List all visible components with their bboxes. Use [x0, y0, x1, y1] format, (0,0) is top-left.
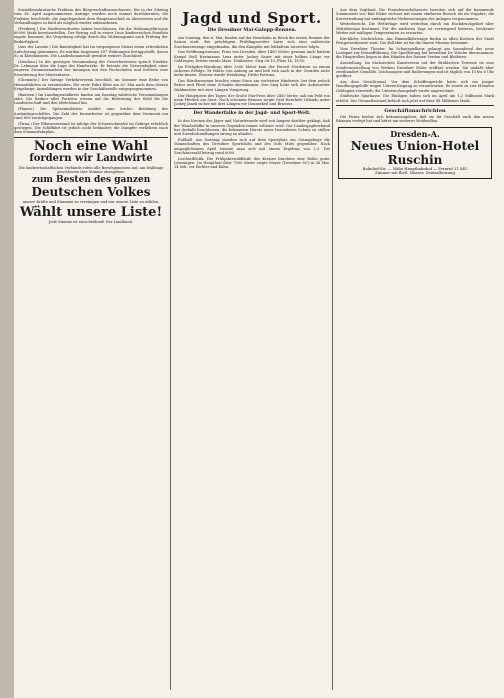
ad-text: Jede Stimme ist entscheidend! Der Landbund. [48, 220, 134, 225]
section-subtitle: Der Wanderfalke in der Jagd- und Sport-Welt. [193, 111, 311, 117]
ad-headline: Noch eine Wahl [33, 138, 149, 154]
notice-text: Die Firma beehrt sich bekanntzugeben, daß sie ihr Geschäft nach den neuen Räumen verlegt hat und bittet um weiteres Wohlwollen. [336, 114, 494, 124]
ad-subtitle: Bahnhof-Str. — Nähe Hauptbahnhof — Fernruf 21 841 [362, 165, 468, 171]
article-paragraph: In den Kreisen der Jäger und Naturfreunde wird seit langem darüber geklagt, daß der Wanderfalke in unseren Gegenden immer seltener wird. Der Landesjagdverband hat deshalb beschlossen, die bekannten Horste unter besonderen Schutz zu stellen und Zuwiderhandlungen streng zu ahnden. [174, 119, 330, 137]
article-paragraph: (Freiberg.) Die Stadtverordneten haben beschlossen, für die Wohnungsfürsorge 60000 Mark bereitzustellen. Der Betrag soll in erster Linie kinderreichen Familien zugute kommen; die Vergebung erfolgt durch das Wohnungsamt nach Prüfung der Bedürftigkeit. [14, 26, 168, 44]
article-paragraph: Kirchliche Nachrichten. Am Himmelfahrtstage finden in allen Kirchen der Stadt Festgottesdienste statt. Die Kollekte ist für die Innere Mission bestimmt. [336, 36, 494, 46]
divider [174, 108, 330, 109]
article-paragraph: Im Frühjahrs-Handicap über 2000 Meter kam der Favorit Nordstern zu einem sicheren Erfolge. Er führte von Anfang an und ließ sich auch in der Geraden nicht mehr fassen. Zweiter wurde Herzkönig, Dritte Fortuna. [174, 64, 330, 78]
column-middle [174, 8, 330, 690]
article-paragraph: Wetterbericht. Die Wetterlage wird weiterhin durch ein Hochdruckgebiet über Mitteleuropa bestimmt. Für die nächsten Tage ist vorwiegend heiteres, trockenes Wetter mit mäßigen Temperaturen zu erwarten. [336, 22, 494, 35]
article-paragraph: Aus dem Gerichtssaal. Vor dem Schöffengericht hatte sich ein junger Handlungsgehilfe wegen Unterschlagung zu verantworten. Er wurde zu vier Monaten Gefängnis verurteilt; die Untersuchungshaft wurde angerechnet. [336, 79, 494, 93]
article-paragraph: Ausstellung. Im Sächsischen Kunstverein auf der Brühlschen Terrasse ist eine Sonderausstellung von Werken Dresdner Maler eröffnet worden. Sie umfaßt über zweihundert Gemälde, Zeichnungen und Radierungen und ist täglich von 10 bis 6 Uhr geöffnet. [336, 61, 494, 79]
article-paragraph: Leichtathletik. Die Frühjahrswaldläufe des Kreises brachten eine Reihe guter Leistungen. Im Hauptlauf über 7500 Meter siegte Meyer (Dresdner SC) in 26 Min. 14 Sek. vor Richter und Kühn. [174, 156, 330, 170]
ad-headline: Deutschen Volkes [31, 185, 151, 200]
hotel-advertisement [338, 127, 492, 179]
article-paragraph: (Chemnitz.) Der hiesige Verkehrsverein beschloß, im Sommer eine Reihe von Heimatfahrten zu veranstalten. Die erste Fahrt führt am 20. Mai nach dem oberen Erzgebirge; Anmeldungen werden in der Geschäftsstelle entgegengenommen. [14, 78, 168, 92]
column-rule [170, 8, 171, 690]
column-rule [332, 8, 333, 690]
ad-text: unsere Kräfte und Stimmen zu vereinigen und nur unsere Liste zu wählen. [22, 199, 160, 204]
divider [14, 137, 168, 138]
column-left [14, 8, 168, 690]
article-paragraph: (Zwickau.) In der gestrigen Versammlung des Gewerbevereins sprach Direktor Dr. Lehmann über die Lage des Handwerks. Er betonte die Notwendigkeit einer engeren Zusammenarbeit der Innungen mit den Fachschulen und forderte eine Erweiterung der Meisterkurse. [14, 59, 168, 77]
divider [336, 105, 494, 106]
article-paragraph: Aus dem Vogtland. Die Fremdenverkehrsorte bereiten sich auf die kommende Sommerzeit vor. Bad Elster rechnet mit einem stärkeren Besuch als im Vorjahre; die Kurverwaltung hat umfangreiche Verbesserungen der Anlagen vorgenommen. [336, 8, 494, 21]
article-paragraph: Sozialdemokratische Fraktion des Bürgerschaftsausschusses. Die in der Sitzung vom 28. April angenommenen Anträge wurden noch einmal durchberaten; die Fraktion beschließt, die Angelegenheit dem Hauptausschuß zu überweisen und die Verhandlungen so bald als möglich wieder aufzunehmen. [14, 8, 168, 25]
article-paragraph: (Pirna.) Der Elbwasserstand ist infolge der Schneeschmelze im Gebirge erheblich gestiegen. Die Schiffahrt ist jedoch nicht behindert; die Dampfer verkehren nach dem Sommerfahrplan. [14, 121, 168, 135]
article-paragraph: Vom Dresdner Theater. Im Schauspielhaus gelangt am Sonnabend das neue Lustspiel zur Erstaufführung. Die Spielleitung hat Intendant Dr. Wiecke übernommen; die Hauptrollen liegen in den Händen der Damen Verden und Bleibtreu. [336, 46, 494, 60]
ad-headline: fordern wir Landwirte [29, 153, 153, 165]
ad-headline: Wählt unsere Liste! [19, 204, 163, 220]
notice-title: Geschäftsnachrichten [384, 107, 446, 114]
column-right [336, 8, 494, 690]
article-paragraph: Am Sonntag, den 6. Mai, fanden auf der Rennbahn in Reick die ersten Rennen der Saison statt. Bei prächtigem Frühlingswetter hatte sich eine zahlreiche Zuschauermenge eingefunden, die den Kämpfen mit lebhaftem Interesse folgte. [174, 36, 330, 49]
article-paragraph: Städtische Sparkasse. Die Einlagen haben sich im April um 1,2 Millionen Mark erhöht. Der Gesamtbestand beläuft sich jetzt auf über 48 Millionen Mark. [336, 94, 494, 103]
article-paragraph: Das Eröffnungsrennen, Preis von Dresden, über 1400 Meter, gewann nach hartem Kampf Stall Hartmanns Lenz unter Jockey Sauer mit einer halben Länge vor Goldregen; Dritter wurde Mars. Totalisator: Sieg 38:10, Platz 14, 18:10. [174, 50, 330, 63]
article-paragraph: Der Hauptpreis des Tages, der Große Mai-Preis über 2400 Meter, sah ein Feld von neun Pferden am Start. Nach schönem Rennen siegte Graf Henckels Orlando unter Jockey Janek sicher mit drei Längen vor Donnerkeil und Bravour. [174, 93, 330, 107]
section-subtitle: Die Dresdner Mai-Galopp-Rennen. [207, 28, 297, 33]
article-paragraph: (Plauen.) Die Spitzenindustrie meldet eine leichte Belebung des Auslandsgeschäftes. Die Zahl der Kurzarbeiter ist gegenüber dem Vormonat um rund 800 zurückgegangen. [14, 107, 168, 120]
newspaper-page [14, 8, 494, 690]
page-spine [0, 0, 14, 698]
article-paragraph: (Aus der Lausitz.) Die Bautätigkeit hat im vergangenen Monat einen erfreulichen Aufschwung genommen. Es wurden insgesamt 147 Wohnungen fertiggestellt, davon 62 in Kleinhäusern. Die Landesbauanstalt gewährt weitere Zuschüsse. [14, 45, 168, 58]
ad-footer: Zimmer mit fließ. Wasser, Zentralheizung [375, 170, 455, 176]
ad-title: Neues Union-Hotel Ruschin [350, 138, 480, 167]
ad-headline: zum Besten des ganzen [31, 174, 151, 185]
ad-text: Die landwirtschaftlichen Verbände rufen alle Berufsgenossen auf, am Wahltage geschlossen ihre Stimme abzugeben. [18, 165, 164, 174]
ad-location: Dresden-A. [390, 128, 440, 139]
article-paragraph: (Bautzen.) Im Landtagswahlkreis fanden am Sonntag zahlreiche Versammlungen statt. Die Redner aller Parteien wiesen auf die Bedeutung der Wahl für die Landwirtschaft und den Mittelstand hin. [14, 92, 168, 106]
section-title: Jagd und Sport. [182, 9, 322, 27]
article-paragraph: Fußball. Am Sonntag standen sich auf dem Sportplatz am Ostragehege die Mannschaften des Dresdner Sportclubs und des Guts Muts gegenüber. Nach ausgeglichenem Spiel trennte man sich mit einem Ergebnis von 2:2. Die Zuschauerzahl betrug rund 6000. [174, 138, 330, 156]
article-paragraph: Das Hürdenrennen brachte einen Sturz am vorletzten Hindernis, bei dem jedoch Reiter und Pferd ohne Schaden davonkamen. Den Sieg holte sich der Außenseiter Waldmeister mit zwei Längen Vorsprung. [174, 79, 330, 92]
